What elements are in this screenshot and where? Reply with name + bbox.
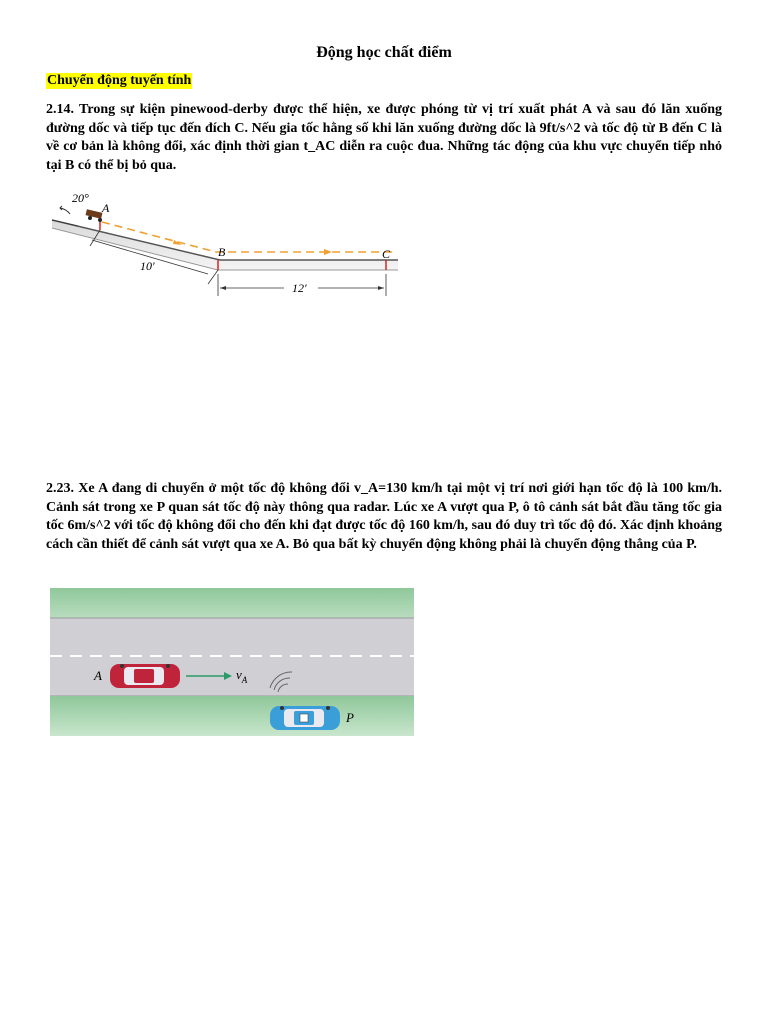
page-title: Động học chất điểm xyxy=(316,44,452,61)
derby-car xyxy=(86,209,103,218)
section-heading: Chuyển động tuyến tính xyxy=(47,73,192,88)
point-a-label: A xyxy=(102,201,110,215)
car-p-label: P xyxy=(346,710,354,725)
grass-bottom xyxy=(50,696,414,736)
velocity-subscript: A xyxy=(241,675,248,685)
velocity-label: v xyxy=(236,667,242,682)
car-p xyxy=(270,706,340,730)
point-c-label: C xyxy=(382,247,391,261)
car-a-label: A xyxy=(94,668,102,683)
road-cars-figure xyxy=(50,588,414,736)
pinewood-derby-figure xyxy=(48,184,404,302)
problem-2-14-text: 2.14. Trong sự kiện pinewood-derby được thể hiện, xe được phóng từ vị trí xuất phát A và sau đó lăn xuống đường dốc và tiếp tục đến đích C. Nếu gia tốc hằng số khi lăn xuống đường dốc là 9ft/s^2 và tốc độ từ B đến C là về cơ bản là không đổi, xác định thời gian t_AC diễn ra cuộc đua. Những tác động của khu vực chuyển tiếp nhỏ tại B có thể bị bỏ qua. xyxy=(46,102,722,173)
car-a xyxy=(110,664,180,688)
problem-2-23-text: 2.23. Xe A đang di chuyển ở một tốc độ không đổi v_A=130 km/h tại một vị trí nơi giới hạn tốc độ là 100 km/h. Cảnh sát trong xe P quan sát tốc độ này thông qua radar. Lúc xe A vượt qua P, ô tô cảnh sát bắt đầu tăng tốc gia tốc 6m/s^2 với tốc độ không đổi cho đến khi đạt được tốc độ 160 km/h, sau đó duy trì tốc độ đó. Xác định khoảng cách cần thiết để cảnh sát vượt qua xe A. Bỏ qua bất kỳ chuyển động không phải là chuyển động thẳng của P. xyxy=(46,481,722,552)
dist-ab-label: 10′ xyxy=(140,259,155,273)
dist-bc-label: 12′ xyxy=(292,281,307,295)
angle-label: 20° xyxy=(72,191,89,205)
point-b-label: B xyxy=(218,245,226,259)
grass-top xyxy=(50,588,414,618)
